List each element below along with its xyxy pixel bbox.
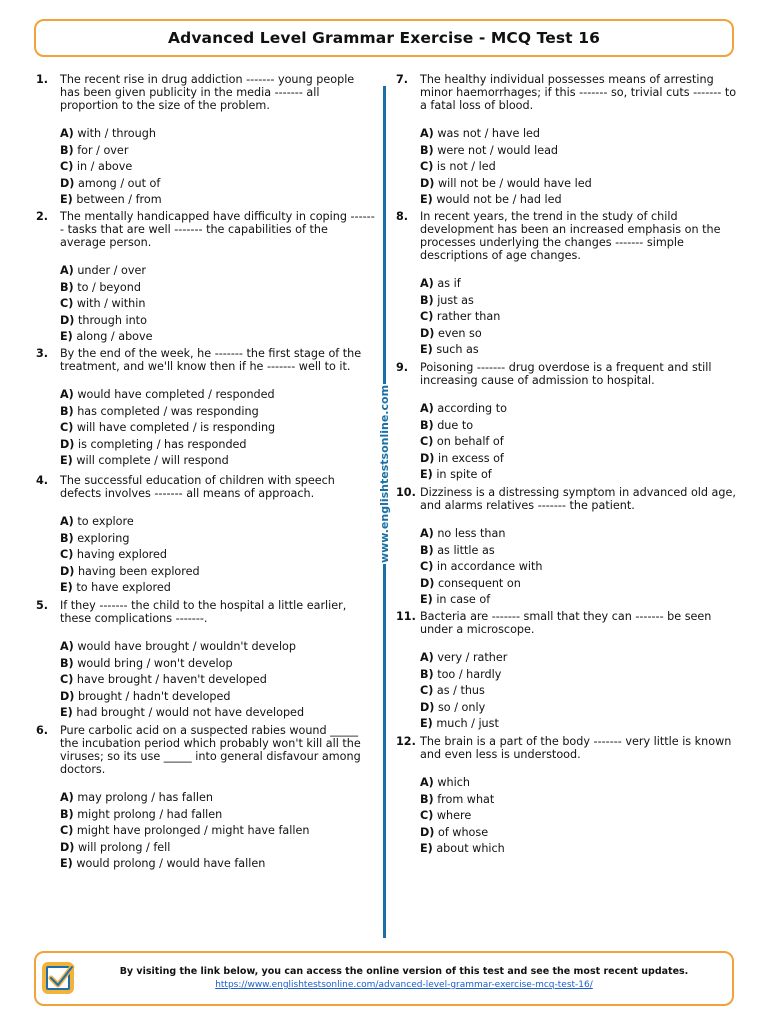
option-text: is not / led — [436, 160, 496, 173]
option-text: from what — [437, 792, 495, 806]
website-vertical-text: www.englishtestsonline.com — [374, 384, 394, 564]
option-c[interactable] — [60, 547, 376, 564]
option-text: have brought / haven't developed — [76, 673, 267, 686]
option-b[interactable] — [60, 531, 376, 548]
option-text: in accordance with — [436, 560, 543, 573]
option-c[interactable] — [60, 159, 376, 176]
option-letter: C) — [420, 310, 434, 323]
option-text: would prolong / would have fallen — [76, 857, 266, 870]
options-list — [60, 387, 376, 470]
question-number: 4. — [36, 474, 49, 487]
option-text: will have completed / is responding — [76, 421, 276, 434]
question-4 — [36, 474, 376, 597]
option-text: where — [436, 809, 472, 822]
option-c[interactable] — [60, 296, 376, 313]
option-text: between / from — [76, 193, 162, 206]
option-e[interactable] — [420, 342, 738, 359]
question-text: The healthy individual possesses means of arresting minor haemorrhages; if this ------- so, trivial cuts ------- to a fatal loss of blood. — [420, 73, 737, 112]
option-d[interactable] — [420, 576, 738, 593]
option-text: due to — [437, 418, 474, 432]
option-letter: B) — [60, 143, 74, 157]
option-letter: B) — [420, 792, 434, 806]
options-list — [60, 514, 376, 597]
option-letter: E) — [420, 842, 433, 855]
option-a[interactable] — [60, 639, 376, 656]
option-text: according to — [437, 402, 507, 415]
option-letter: E) — [420, 193, 433, 206]
option-c[interactable] — [60, 672, 376, 689]
question-text: Poisoning ------- drug overdose is a frequent and still increasing cause of admission to hospital. — [420, 361, 712, 387]
option-letter: B) — [60, 656, 74, 670]
title-box — [34, 19, 734, 57]
option-text: of whose — [437, 825, 489, 839]
option-d[interactable] — [60, 840, 376, 857]
options-list — [60, 126, 376, 209]
option-b[interactable] — [420, 543, 738, 560]
option-text: in excess of — [437, 451, 504, 465]
option-text: may prolong / has fallen — [77, 791, 213, 804]
option-text: such as — [436, 343, 479, 356]
option-d[interactable] — [60, 176, 376, 193]
option-text: to / beyond — [77, 280, 141, 294]
option-d[interactable] — [420, 176, 738, 193]
question-number: 6. — [36, 724, 49, 737]
option-letter: A) — [60, 640, 74, 653]
options-list — [60, 790, 376, 873]
question-number: 12. — [396, 735, 416, 748]
option-letter: E) — [420, 343, 433, 356]
question-text: The successful education of children with speech defects involves ------- all means of approach. — [60, 474, 335, 500]
option-letter: A) — [60, 388, 74, 401]
option-c[interactable] — [420, 559, 738, 576]
option-text: through into — [77, 313, 147, 327]
option-letter: E) — [420, 717, 433, 730]
question-2 — [36, 210, 376, 346]
option-text: has completed / was responding — [77, 404, 259, 418]
option-letter: C) — [60, 673, 74, 686]
option-letter: A) — [420, 277, 434, 290]
option-b[interactable] — [60, 807, 376, 824]
option-e[interactable] — [420, 592, 738, 609]
option-a[interactable] — [420, 650, 738, 667]
option-e[interactable] — [60, 192, 376, 209]
option-text: very / rather — [437, 651, 508, 664]
option-letter: A) — [420, 527, 434, 540]
question-5 — [36, 599, 376, 722]
option-text: had brought / would not have developed — [76, 706, 305, 719]
option-letter: D) — [420, 825, 435, 839]
option-letter: C) — [420, 560, 434, 573]
option-letter: E) — [60, 857, 73, 870]
option-text: as / thus — [436, 684, 485, 697]
options-list — [60, 639, 376, 722]
option-letter: D) — [420, 451, 435, 465]
option-c[interactable] — [420, 309, 738, 326]
question-text: The brain is a part of the body ------- very little is known and even less is understood. — [420, 735, 732, 761]
option-text: rather than — [436, 310, 501, 323]
option-text: with / within — [76, 297, 146, 310]
options-list — [420, 401, 738, 484]
option-letter: A) — [60, 791, 74, 804]
option-text: was not / have led — [437, 127, 541, 140]
option-c[interactable] — [420, 434, 738, 451]
option-text: will not be / would have led — [437, 176, 592, 190]
question-text: Pure carbolic acid on a suspected rabies wound _____ the incubation period which probably won't kill all the viruses; so its use _____ into general disfavour among doctors. — [60, 724, 361, 776]
option-b[interactable] — [420, 667, 738, 684]
question-11 — [396, 610, 738, 733]
question-text: In recent years, the trend in the study of child development has been an increased emphasis on the processes underlying the changes ------- simple descriptions of age changes. — [420, 210, 721, 262]
option-text: would not be / had led — [436, 193, 562, 206]
option-letter: C) — [60, 421, 74, 434]
option-b[interactable] — [60, 280, 376, 297]
option-a[interactable] — [60, 790, 376, 807]
option-letter: D) — [60, 689, 75, 703]
question-text: The recent rise in drug addiction ------- young people has been given publicity in the media ------- all proportion to the size of the problem. — [60, 73, 355, 112]
option-d[interactable] — [60, 313, 376, 330]
option-letter: D) — [60, 437, 75, 451]
option-letter: E) — [60, 193, 73, 206]
option-letter: E) — [60, 454, 73, 467]
question-text: If they ------- the child to the hospital a little earlier, these complications -------. — [60, 599, 347, 625]
option-e[interactable] — [60, 856, 376, 873]
option-d[interactable] — [420, 700, 738, 717]
option-text: might have prolonged / might have fallen — [76, 824, 310, 837]
options-list — [420, 650, 738, 733]
page-title: Advanced Level Grammar Exercise - MCQ Test 16 — [168, 29, 600, 47]
question-9 — [396, 361, 738, 484]
question-6 — [36, 724, 376, 873]
question-text: By the end of the week, he ------- the first stage of the treatment, and we'll know then if he ------- well to it. — [60, 347, 362, 373]
option-text: will complete / will respond — [76, 454, 229, 467]
option-c[interactable] — [420, 159, 738, 176]
option-a[interactable] — [60, 514, 376, 531]
option-text: in case of — [436, 593, 491, 606]
option-letter: A) — [420, 651, 434, 664]
option-letter: A) — [420, 127, 434, 140]
option-text: will prolong / fell — [77, 840, 171, 854]
question-number: 1. — [36, 73, 49, 86]
option-text: as little as — [437, 543, 495, 557]
option-a[interactable] — [420, 276, 738, 293]
option-text: in spite of — [436, 468, 492, 481]
option-letter: C) — [420, 435, 434, 448]
option-letter: D) — [60, 564, 75, 578]
option-a[interactable] — [60, 387, 376, 404]
option-letter: C) — [420, 684, 434, 697]
option-text: for / over — [77, 143, 129, 157]
option-letter: E) — [60, 581, 73, 594]
option-letter: A) — [420, 776, 434, 789]
question-number: 11. — [396, 610, 416, 623]
question-number: 8. — [396, 210, 409, 223]
option-d[interactable] — [60, 564, 376, 581]
option-letter: C) — [60, 160, 74, 173]
option-letter: D) — [420, 700, 435, 714]
option-text: so / only — [437, 700, 486, 714]
option-text: much / just — [436, 717, 499, 730]
option-text: among / out of — [77, 176, 161, 190]
option-a[interactable] — [420, 126, 738, 143]
option-text: no less than — [437, 527, 506, 540]
option-letter: D) — [60, 313, 75, 327]
option-text: consequent on — [437, 576, 521, 590]
option-e[interactable] — [60, 453, 376, 470]
option-letter: A) — [60, 127, 74, 140]
option-text: to explore — [77, 515, 134, 528]
option-a[interactable] — [420, 775, 738, 792]
options-list — [420, 526, 738, 609]
option-text: to have explored — [76, 581, 171, 594]
option-text: about which — [436, 842, 505, 855]
option-text: were not / would lead — [437, 143, 559, 157]
option-letter: D) — [420, 576, 435, 590]
option-e[interactable] — [60, 580, 376, 597]
option-text: having explored — [76, 548, 168, 561]
option-a[interactable] — [420, 401, 738, 418]
option-e[interactable] — [420, 192, 738, 209]
option-text: might prolong / had fallen — [77, 807, 223, 821]
footer-text: By visiting the link below, you can access the online version of this test and see the most recent updates. — [119, 966, 689, 977]
option-text: having been explored — [77, 564, 200, 578]
question-number: 9. — [396, 361, 409, 374]
question-12 — [396, 735, 738, 858]
option-d[interactable] — [60, 437, 376, 454]
option-letter: B) — [420, 418, 434, 432]
option-b[interactable] — [60, 143, 376, 160]
option-c[interactable] — [60, 823, 376, 840]
question-text: Dizziness is a distressing symptom in advanced old age, and alarms relatives ------- the patient. — [420, 486, 736, 512]
option-letter: B) — [420, 143, 434, 157]
option-b[interactable] — [420, 293, 738, 310]
option-letter: E) — [60, 330, 73, 343]
option-letter: A) — [420, 402, 434, 415]
options-list — [420, 126, 738, 209]
option-letter: B) — [60, 531, 74, 545]
checkbox-logo-icon — [42, 962, 74, 994]
option-text: even so — [437, 326, 482, 340]
question-number: 10. — [396, 486, 416, 499]
option-text: in / above — [76, 160, 133, 173]
option-letter: B) — [60, 807, 74, 821]
option-letter: C) — [60, 297, 74, 310]
option-text: would bring / won't develop — [77, 656, 233, 670]
option-letter: D) — [420, 176, 435, 190]
question-text: Bacteria are ------- small that they can ------- be seen under a microscope. — [420, 610, 712, 636]
option-c[interactable] — [420, 808, 738, 825]
footer-link[interactable]: https://www.englishtestsonline.com/advanced-level-grammar-exercise-mcq-test-16/ — [215, 980, 593, 990]
option-text: along / above — [76, 330, 153, 343]
option-e[interactable] — [420, 841, 738, 858]
question-number: 3. — [36, 347, 49, 360]
option-d[interactable] — [420, 825, 738, 842]
option-b[interactable] — [60, 404, 376, 421]
footer — [34, 951, 734, 1006]
option-letter: B) — [60, 280, 74, 294]
option-letter: C) — [420, 809, 434, 822]
option-c[interactable] — [420, 683, 738, 700]
option-d[interactable] — [420, 326, 738, 343]
option-b[interactable] — [420, 792, 738, 809]
option-text: just as — [437, 293, 474, 307]
question-number: 7. — [396, 73, 409, 86]
options-list — [420, 276, 738, 359]
option-letter: E) — [420, 468, 433, 481]
option-letter: A) — [60, 264, 74, 277]
question-text: The mentally handicapped have difficulty in coping ------- tasks that are well ------- the capabilities of the average person. — [60, 210, 375, 249]
question-7 — [396, 73, 738, 209]
option-text: is completing / has responded — [77, 437, 247, 451]
option-letter: D) — [60, 176, 75, 190]
option-d[interactable] — [420, 451, 738, 468]
option-text: with / through — [77, 127, 156, 140]
option-text: would have brought / wouldn't develop — [77, 640, 296, 653]
option-e[interactable] — [60, 329, 376, 346]
question-8 — [396, 210, 738, 359]
option-b[interactable] — [420, 143, 738, 160]
option-letter: B) — [420, 543, 434, 557]
option-letter: B) — [420, 667, 434, 681]
options-list — [60, 263, 376, 346]
option-a[interactable] — [60, 263, 376, 280]
option-c[interactable] — [60, 420, 376, 437]
question-number: 5. — [36, 599, 49, 612]
option-e[interactable] — [420, 467, 738, 484]
option-text: under / over — [77, 264, 146, 277]
option-letter: C) — [420, 160, 434, 173]
option-d[interactable] — [60, 689, 376, 706]
option-text: as if — [437, 277, 461, 290]
option-letter: D) — [60, 840, 75, 854]
option-b[interactable] — [60, 656, 376, 673]
option-letter: B) — [60, 404, 74, 418]
option-letter: C) — [60, 824, 74, 837]
option-a[interactable] — [60, 126, 376, 143]
option-letter: E) — [60, 706, 73, 719]
option-letter: C) — [60, 548, 74, 561]
option-text: exploring — [77, 531, 130, 545]
option-e[interactable] — [420, 716, 738, 733]
option-text: too / hardly — [437, 667, 502, 681]
option-text: brought / hadn't developed — [77, 689, 231, 703]
option-letter: E) — [420, 593, 433, 606]
option-letter: A) — [60, 515, 74, 528]
question-3 — [36, 347, 376, 470]
option-letter: D) — [420, 326, 435, 340]
options-list — [420, 775, 738, 858]
option-text: would have completed / responded — [77, 388, 275, 401]
question-1 — [36, 73, 376, 209]
option-text: which — [437, 776, 470, 789]
option-e[interactable] — [60, 705, 376, 722]
question-10 — [396, 486, 738, 609]
option-a[interactable] — [420, 526, 738, 543]
question-number: 2. — [36, 210, 49, 223]
option-letter: B) — [420, 293, 434, 307]
option-b[interactable] — [420, 418, 738, 435]
option-text: on behalf of — [436, 435, 504, 448]
